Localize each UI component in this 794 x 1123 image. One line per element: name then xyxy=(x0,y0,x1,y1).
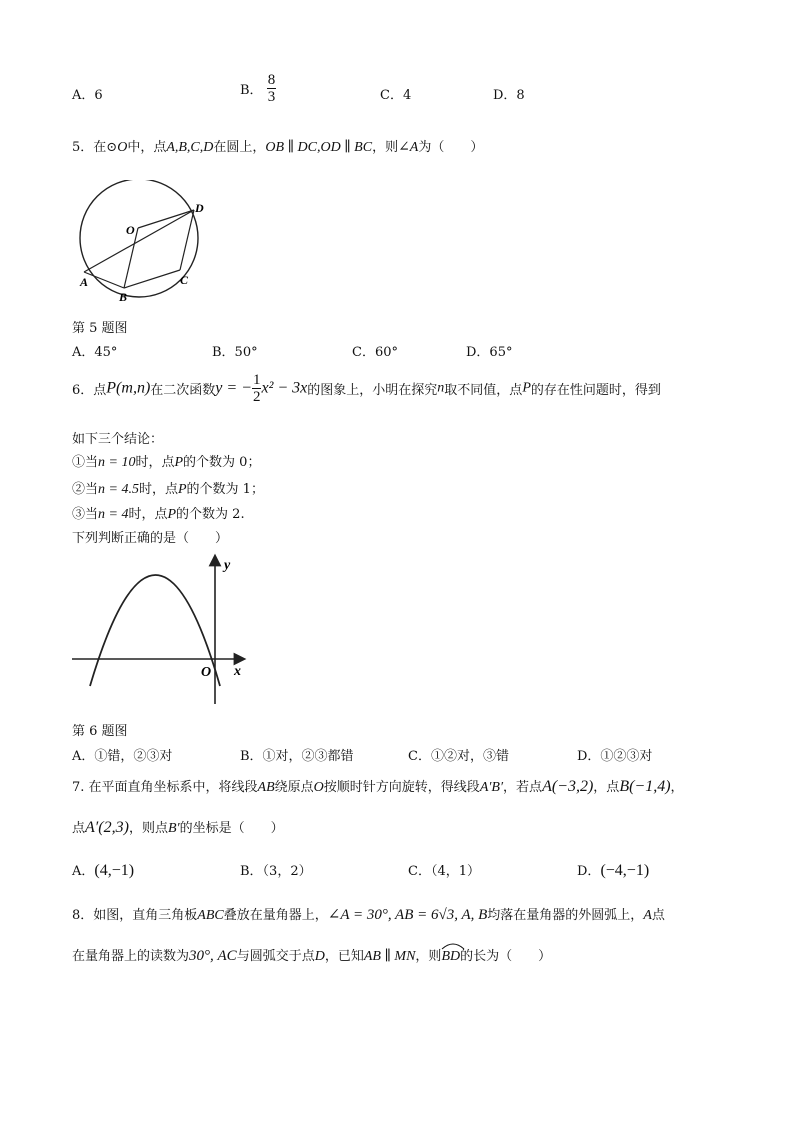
q6-text: ①当 xyxy=(72,455,99,470)
q5-option-b: B．50° xyxy=(212,345,258,360)
q6-c3-eq: n = 4 xyxy=(98,507,129,522)
q5-points: A,B,C,D xyxy=(166,140,214,155)
q6-c2-p: P xyxy=(177,482,187,497)
q7-option-d xyxy=(577,860,649,880)
fraction-numerator: 1 xyxy=(252,372,261,388)
q7-point-a: A(−3,2) xyxy=(542,778,594,795)
q7-text: ，若点 xyxy=(503,780,543,795)
q5-text: ，则 xyxy=(372,140,399,155)
q5-option-a: A．45° xyxy=(72,345,118,360)
q6-option-b: B．①对，②③都错 xyxy=(240,749,354,764)
q6-conclusion-3 xyxy=(72,503,245,523)
q8-abc: ABC xyxy=(197,908,224,923)
q6-conclusion-2 xyxy=(72,478,264,498)
q7-point-b: B(−1,4) xyxy=(619,778,671,795)
q8-text: 叠放在量角器上， xyxy=(223,908,328,923)
q6-func-prefix: y = − xyxy=(215,379,252,397)
q8-degree: 30°, AC xyxy=(189,948,237,964)
q8-stem-line1 xyxy=(72,904,665,924)
q8-stem-line2 xyxy=(72,945,551,965)
q6-text: 取不同值，点 xyxy=(444,383,523,398)
q6-text: 的个数为 2. xyxy=(176,507,245,522)
q4-option-c: C．4 xyxy=(380,88,412,103)
segment-ob xyxy=(124,228,138,288)
q6-option-d: D．①②③对 xyxy=(577,749,653,764)
q7-text: 的坐标是（ ） xyxy=(179,821,284,836)
q6-caption: 第 6 题图 xyxy=(72,724,128,739)
q6-c1-p: P xyxy=(174,455,184,470)
q6-text: 时，点 xyxy=(135,455,175,470)
label-y: y xyxy=(224,558,231,573)
q8-text: ，则 xyxy=(415,949,442,964)
q6-text: 在二次函数 xyxy=(150,383,216,398)
segment-ad xyxy=(84,210,194,272)
q6-parabola-figure xyxy=(68,552,258,712)
q4-option-d: D．8 xyxy=(493,88,525,103)
q7-option-a xyxy=(72,860,134,880)
q5-condition: OB ∥ DC,OD ∥ BC xyxy=(265,140,373,155)
q6-text: 时，点 xyxy=(128,507,168,522)
q7-option-d-label: D． xyxy=(577,864,601,879)
q8-condition: ∠A = 30°, AB = 6√3, A, B xyxy=(327,907,488,923)
q8-text: 均落在量角器的外圆弧上， xyxy=(487,908,644,923)
q7-option-d-value: (−4,−1) xyxy=(600,862,650,879)
fraction-denominator: 3 xyxy=(267,89,276,105)
q5-option-d: D．65° xyxy=(466,345,513,360)
q7-option-c: C．（4，1） xyxy=(408,864,480,879)
q7-text: ，则点 xyxy=(128,821,168,836)
fraction-denominator: 2 xyxy=(252,389,261,405)
q5-text: 为（ ） xyxy=(418,140,484,155)
q8-arc-bd-label: BD xyxy=(441,949,461,964)
q6-option-a: A．①错，②③对 xyxy=(72,749,173,764)
q7-bp: B′ xyxy=(167,821,180,836)
label-d: D xyxy=(195,201,204,215)
q7-stem-line2 xyxy=(72,817,284,837)
label-x: x xyxy=(234,664,241,679)
q7-stem-line1 xyxy=(72,776,684,796)
fraction-numerator: 8 xyxy=(267,72,276,88)
q5-text: 在圆上， xyxy=(213,140,266,155)
q7-text: 7. 在平面直角坐标系中，将线段 xyxy=(72,780,258,795)
q5-circle-figure xyxy=(76,180,206,308)
q7-option-a-label: A． xyxy=(72,864,95,879)
q8-text: 在量角器上的读数为 xyxy=(72,949,190,964)
q6-stem-line1 xyxy=(72,372,661,405)
q6-text: 的存在性问题时，得到 xyxy=(530,383,661,398)
q6-option-c: C．①②对，③错 xyxy=(408,749,509,764)
q7-apbp: A′B′ xyxy=(479,780,504,795)
segment-bc xyxy=(124,270,180,288)
q7-text: ， xyxy=(670,780,684,795)
q6-text: 6．点 xyxy=(72,383,107,398)
q7-point-ap: A′(2,3) xyxy=(85,819,129,836)
q6-text: 的个数为 1； xyxy=(186,482,264,497)
q7-text: ，点 xyxy=(593,780,620,795)
q8-parallel: AB ∥ MN xyxy=(363,949,416,964)
q7-text: 点 xyxy=(72,821,86,836)
label-b: B xyxy=(119,290,128,304)
q6-var-n: n xyxy=(437,380,445,396)
q8-point-d: D xyxy=(314,949,325,964)
q4-option-b-label: B． xyxy=(240,83,263,98)
q7-text: 按顺时针方向旋转，得线段 xyxy=(323,780,480,795)
q5-angle: ∠A xyxy=(398,140,419,155)
q5-text: 中，点 xyxy=(127,140,167,155)
arc-symbol xyxy=(441,942,465,950)
q5-circle-o: O xyxy=(117,140,128,155)
q5-caption: 第 5 题图 xyxy=(72,321,128,336)
q6-text: ②当 xyxy=(72,482,99,497)
q4-option-a: A．6 xyxy=(72,88,103,103)
q5-option-c: C．60° xyxy=(352,345,398,360)
q7-option-b: B．（3，2） xyxy=(240,864,312,879)
q6-conclusion-1 xyxy=(72,451,260,471)
q6-point-p: P(m,n) xyxy=(106,379,151,397)
q8-text: 的长为（ ） xyxy=(460,949,552,964)
q6-c2-eq: n = 4.5 xyxy=(98,482,139,497)
q6-text: 时，点 xyxy=(138,482,178,497)
label-origin: O xyxy=(201,665,212,680)
q7-option-a-value: (4,−1) xyxy=(94,862,135,879)
q8-text: 与圆弧交于点 xyxy=(236,949,315,964)
label-c: C xyxy=(180,273,189,287)
q6-stem-line2: 如下三个结论： xyxy=(72,432,164,447)
q6-c3-p: P xyxy=(167,507,177,522)
q8-arc-bd xyxy=(441,949,460,965)
q8-text: 点 xyxy=(651,908,665,923)
q7-o: O xyxy=(313,780,324,795)
q6-question: 下列判断正确的是（ ） xyxy=(72,531,229,546)
segment-dc xyxy=(180,210,194,270)
q6-text: ③当 xyxy=(72,507,99,522)
q7-text: 绕原点 xyxy=(274,780,314,795)
q8-text: 8．如图，直角三角板 xyxy=(72,908,198,923)
q8-point-a: A xyxy=(643,908,652,923)
q6-c1-eq: n = 10 xyxy=(98,455,136,470)
q8-text: ，已知 xyxy=(324,949,364,964)
q6-func-suffix: x² − 3x xyxy=(261,379,308,397)
q6-text: 的图象上，小明在探究 xyxy=(307,383,438,398)
q5-stem xyxy=(72,136,483,156)
q4-option-b-fraction xyxy=(267,72,277,105)
q4-option-b xyxy=(240,72,276,105)
label-a: A xyxy=(80,275,89,289)
q7-ab: AB xyxy=(257,780,275,795)
q5-text: 在⊙ xyxy=(93,140,118,155)
q5-number: 5． xyxy=(72,140,94,155)
label-o: O xyxy=(126,223,135,237)
q6-var-p: P xyxy=(522,380,531,396)
q6-text: 的个数为 0； xyxy=(183,455,261,470)
